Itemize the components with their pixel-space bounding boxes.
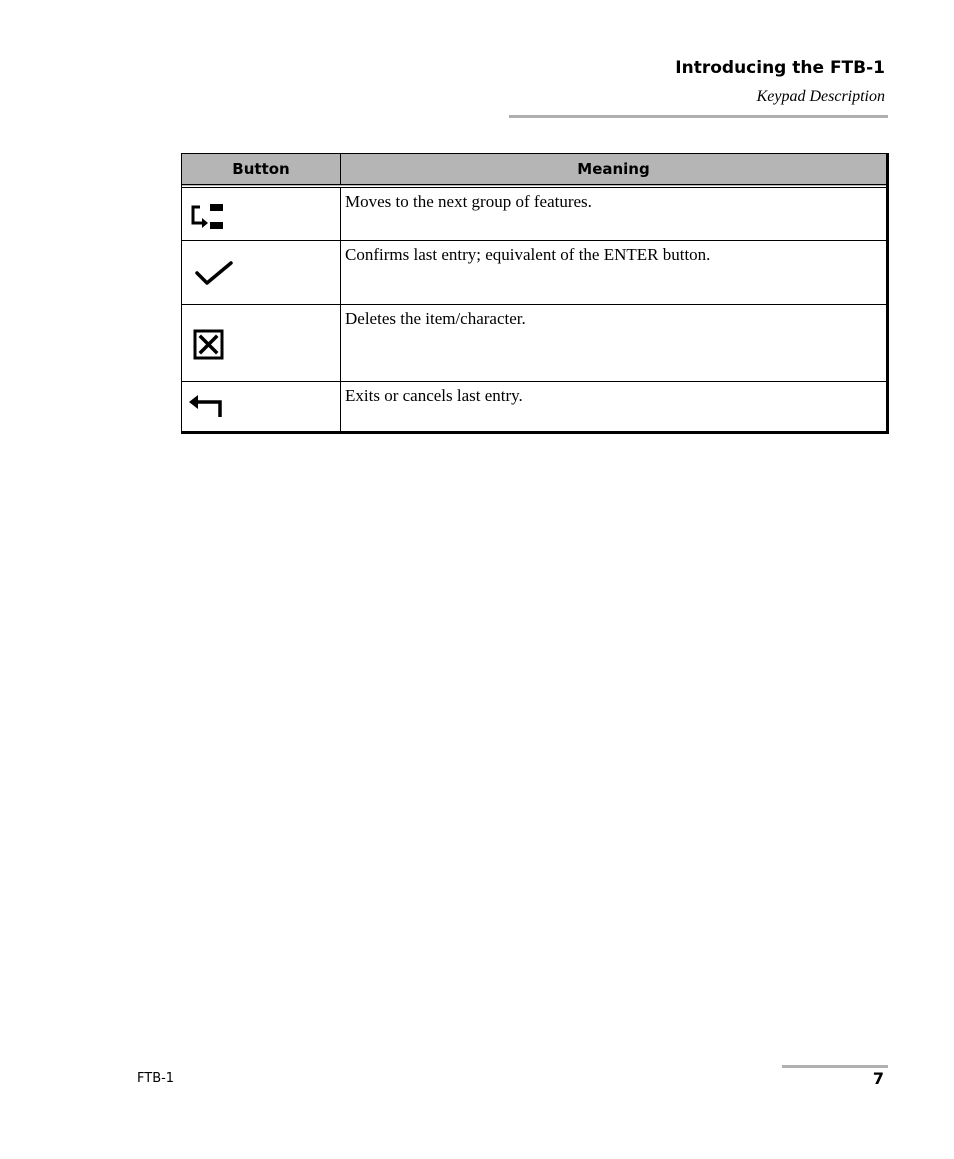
button-cell [182,381,341,431]
back-arrow-icon [187,392,227,420]
chapter-title: Introducing the FTB-1 [675,58,885,78]
checkmark-icon [194,259,236,289]
column-header-button: Button [182,154,341,186]
delete-box-icon [193,329,225,361]
button-cell [182,304,341,381]
meaning-cell: Exits or cancels last entry. [345,385,523,405]
next-group-icon [190,203,230,231]
table-header-row [182,154,886,186]
table-row [182,240,886,304]
footer-product: FTB-1 [137,1071,175,1086]
meaning-cell: Moves to the next group of features. [341,186,887,240]
table-row [182,381,886,431]
meaning-cell: Deletes the item/character. [341,304,887,381]
header-rule [509,115,888,118]
button-cell [182,240,341,304]
keypad-table [181,153,889,434]
column-header-meaning: Meaning [341,154,887,186]
section-title: Keypad Description [756,88,885,105]
meaning-cell: Confirms last entry; equivalent of the ENTER button. [341,240,887,304]
table-row [182,186,886,240]
button-cell [182,186,341,240]
table-row [182,304,886,381]
footer-rule [782,1065,888,1068]
page-number: 7 [872,1069,884,1088]
